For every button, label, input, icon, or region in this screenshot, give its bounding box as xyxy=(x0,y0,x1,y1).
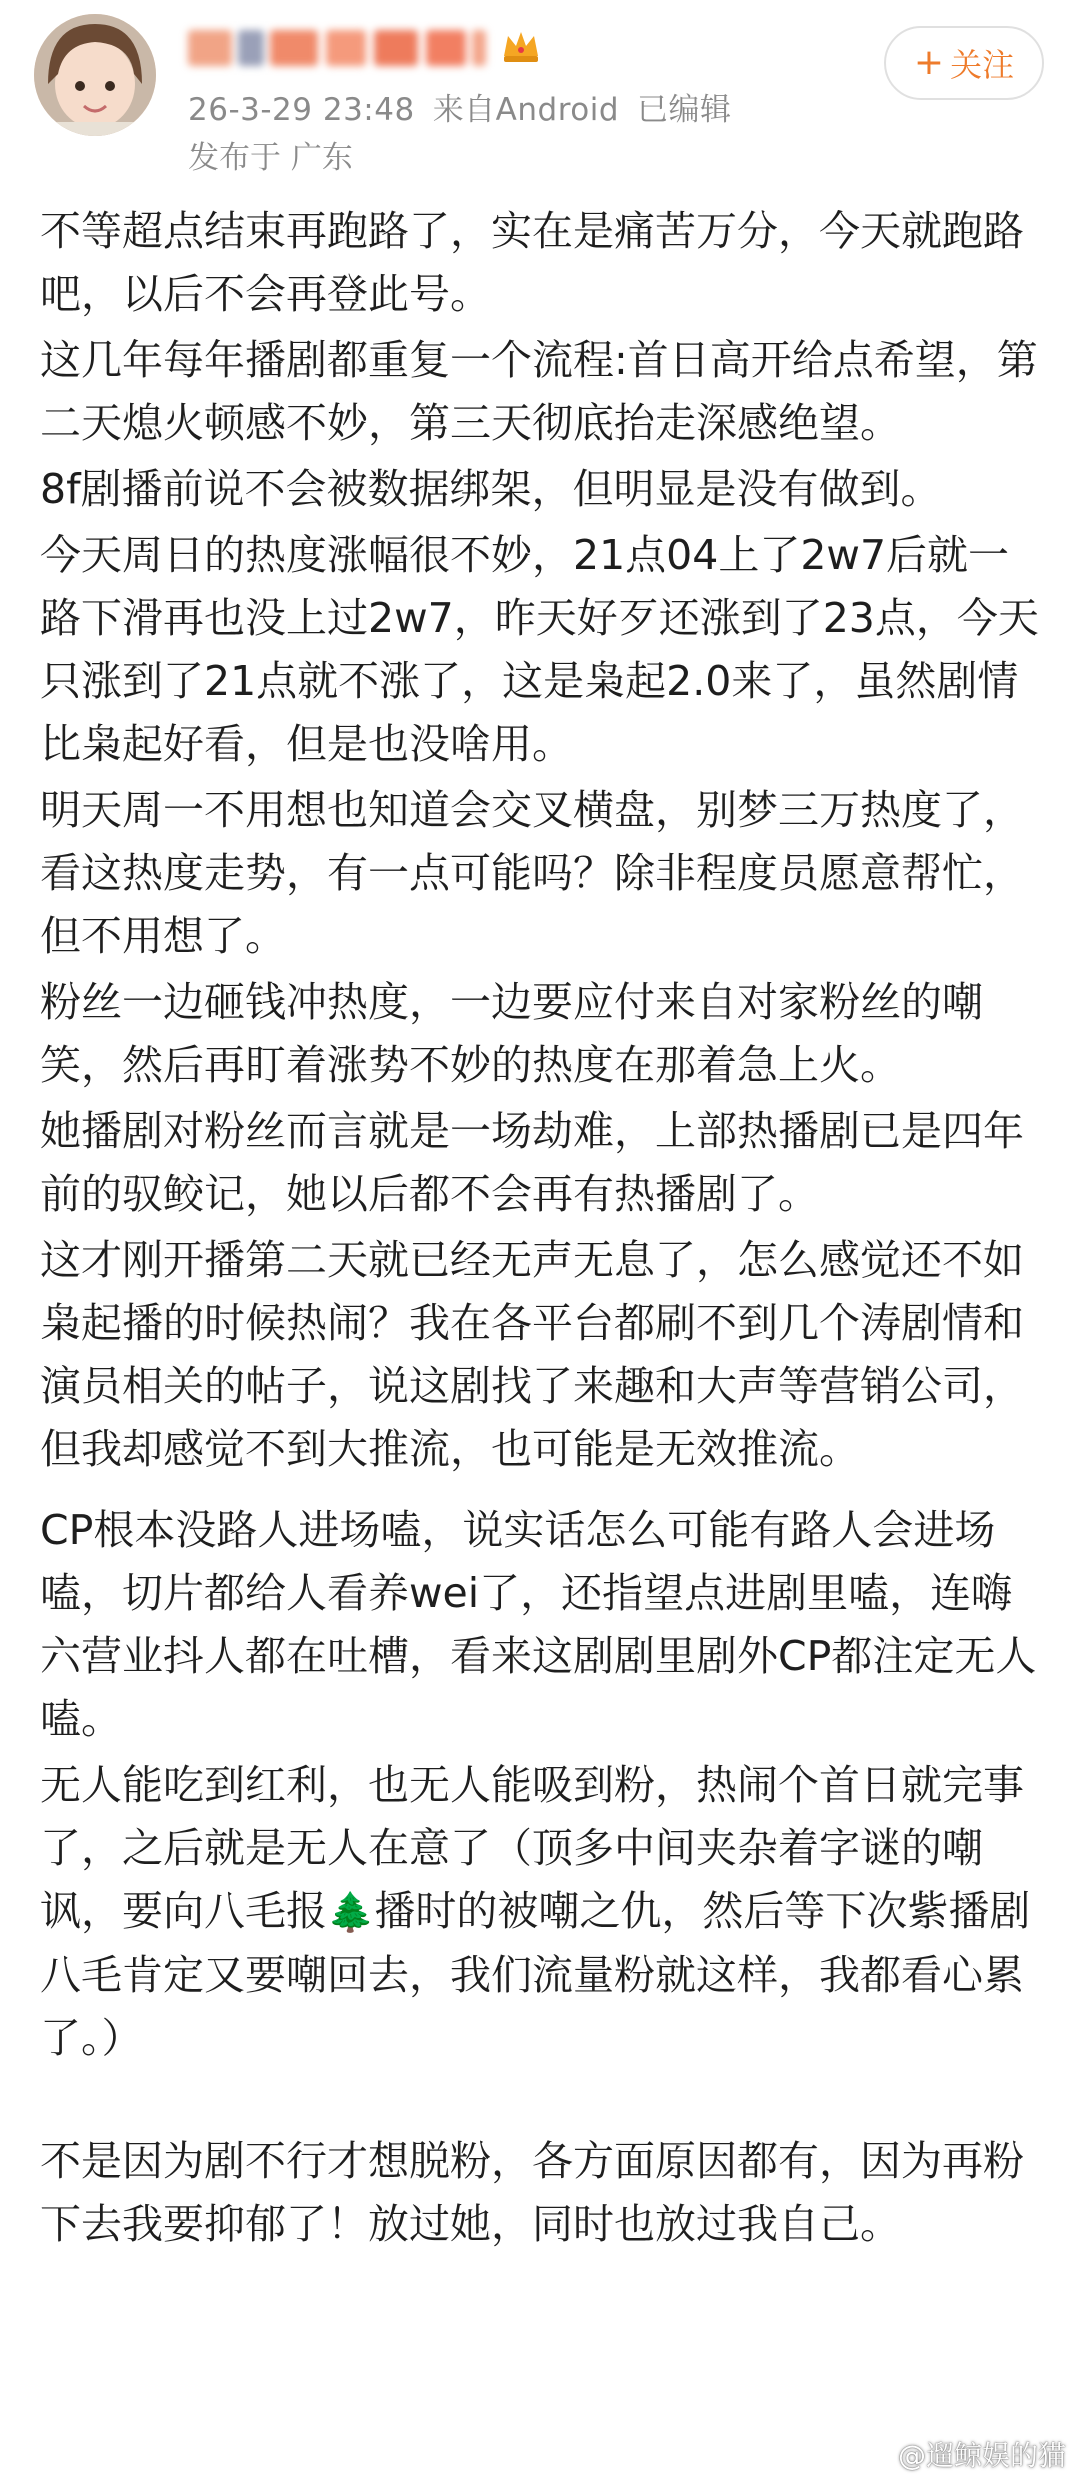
post-paragraph-9: CP根本没路人进场嗑，说实话怎么可能有路人会进场嗑，切片都给人看养wei了，还指望点进剧里嗑，连嗨六营业抖人都在吐槽，看来这剧剧里剧外CP都注定无人嗑。 xyxy=(40,1506,1037,1743)
weibo-logo-icon xyxy=(858,2440,892,2468)
post-paragraph-2: 这几年每年播剧都重复一个流程:首日高开给点希望，第二天熄火顿感不妙，第三天彻底抬走深感绝望。 xyxy=(40,336,1038,447)
tree-emoji-icon: 🌲 xyxy=(327,1890,375,1934)
follow-label: 关注 xyxy=(950,46,1015,84)
username-redacted[interactable] xyxy=(188,24,548,72)
post-source: 来自Android xyxy=(432,92,620,128)
post-paragraph-11: 不是因为剧不行才想脱粉，各方面原因都有，因为再粉下去我要抑郁了！放过她，同时也放过我自己。 xyxy=(40,2137,1024,2248)
post-paragraph-6: 粉丝一边砸钱冲热度，一边要应付来自对家粉丝的嘲笑，然后再盯着涨势不妙的热度在那着急上火。 xyxy=(40,978,983,1089)
follow-button[interactable] xyxy=(884,26,1044,100)
post-paragraph-10-part-b: 播时的被嘲之仇，然后等下次紫播剧八毛肯定又要嘲回去，我们流量粉就这样，我都看心累了。） xyxy=(40,1887,1031,2062)
post-location xyxy=(188,132,367,177)
post-paragraph-5: 明天周一不用想也知道会交叉横盘，别梦三万热度了，看这热度走势，有一点可能吗？除非程度员愿意帮忙，但不用想了。 xyxy=(40,786,1024,960)
post-edited-label[interactable]: 已编辑 xyxy=(637,92,732,128)
user-avatar[interactable] xyxy=(34,14,156,136)
post-timestamp: 26-3-29 23:48 xyxy=(188,92,415,128)
post-paragraph-3: 8f剧播前说不会被数据绑架，但明显是没有做到。 xyxy=(40,465,942,513)
post-paragraph-8: 这才刚开播第二天就已经无声无息了，怎么感觉还不如枭起播的时候热闹？我在各平台都刷不到几个涛剧情和演员相关的帖子，说这剧找了来趣和大声等营销公司，但我却感觉不到大推流，也可能是无效推流。 xyxy=(40,1236,1024,1473)
crown-icon xyxy=(498,22,544,68)
post-header xyxy=(0,0,1080,190)
plus-icon: + xyxy=(913,42,945,83)
post-paragraph-4: 今天周日的热度涨幅很不妙，21点04上了2w7后就一路下滑再也没上过2w7，昨天好歹还涨到了23点，今天只涨到了21点就不涨了，这是枭起2.0来了，虽然剧情比枭起好看，但是也没啥用。 xyxy=(40,531,1039,768)
post-paragraph-1: 不等超点结束再跑路了，实在是痛苦万分，今天就跑路吧，以后不会再登此号。 xyxy=(40,207,1024,318)
post-body xyxy=(40,200,1050,2259)
watermark-text: @遛鲸娱的猫 xyxy=(897,2439,1066,2472)
post-paragraph-10-part-a: 无人能吃到红利，也无人能吸到粉，热闹个首日就完事了，之后就是无人在意了（顶多中间夹杂着字谜的嘲讽，要向八毛报 xyxy=(40,1761,1024,1935)
post-paragraph-7: 她播剧对粉丝而言就是一场劫难，上部热播剧已是四年前的驭鲛记，她以后都不会再有热播剧了。 xyxy=(40,1107,1024,1218)
post-location-text: 发布于 广东 xyxy=(188,140,353,176)
post-paragraph-10 xyxy=(40,1754,1050,2070)
post-meta xyxy=(188,84,750,129)
watermark xyxy=(858,2434,1066,2474)
